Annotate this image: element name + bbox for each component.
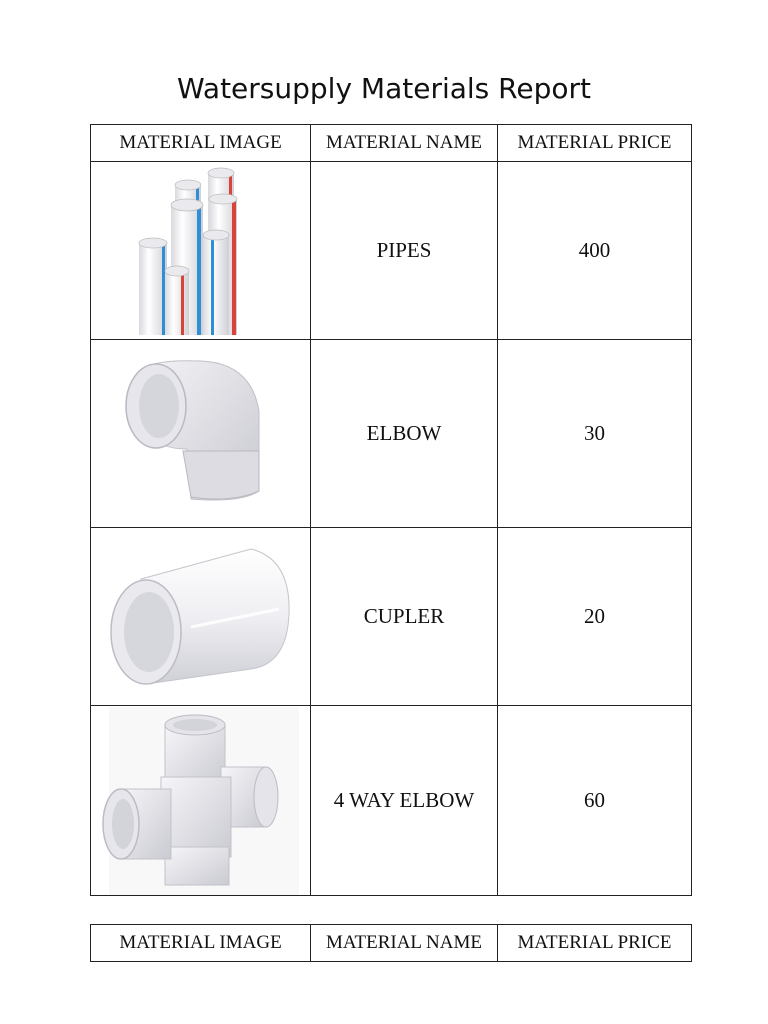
elbow-image (91, 340, 311, 528)
table-header-row (91, 925, 692, 962)
table-header-row (91, 125, 692, 162)
pipes-image (91, 162, 311, 340)
header-material-name: MATERIAL NAME (311, 125, 498, 162)
material-price: 30 (498, 340, 692, 528)
table-row (91, 706, 692, 896)
header-material-image: MATERIAL IMAGE (91, 925, 311, 962)
material-price: 20 (498, 528, 692, 706)
material-name: PIPES (311, 162, 498, 340)
header-material-image: MATERIAL IMAGE (91, 125, 311, 162)
table-row (91, 162, 692, 340)
material-name: ELBOW (311, 340, 498, 528)
coupler-image (91, 528, 311, 706)
material-price: 400 (498, 162, 692, 340)
header-material-price: MATERIAL PRICE (498, 925, 692, 962)
header-material-price: MATERIAL PRICE (498, 125, 692, 162)
material-price: 60 (498, 706, 692, 896)
materials-table-continued (90, 924, 692, 962)
table-row (91, 340, 692, 528)
material-name: CUPLER (311, 528, 498, 706)
materials-table (90, 124, 692, 896)
report-title: Watersupply Materials Report (177, 72, 591, 105)
header-material-name: MATERIAL NAME (311, 925, 498, 962)
four-way-elbow-image (91, 706, 311, 896)
table-row (91, 528, 692, 706)
material-name: 4 WAY ELBOW (311, 706, 498, 896)
